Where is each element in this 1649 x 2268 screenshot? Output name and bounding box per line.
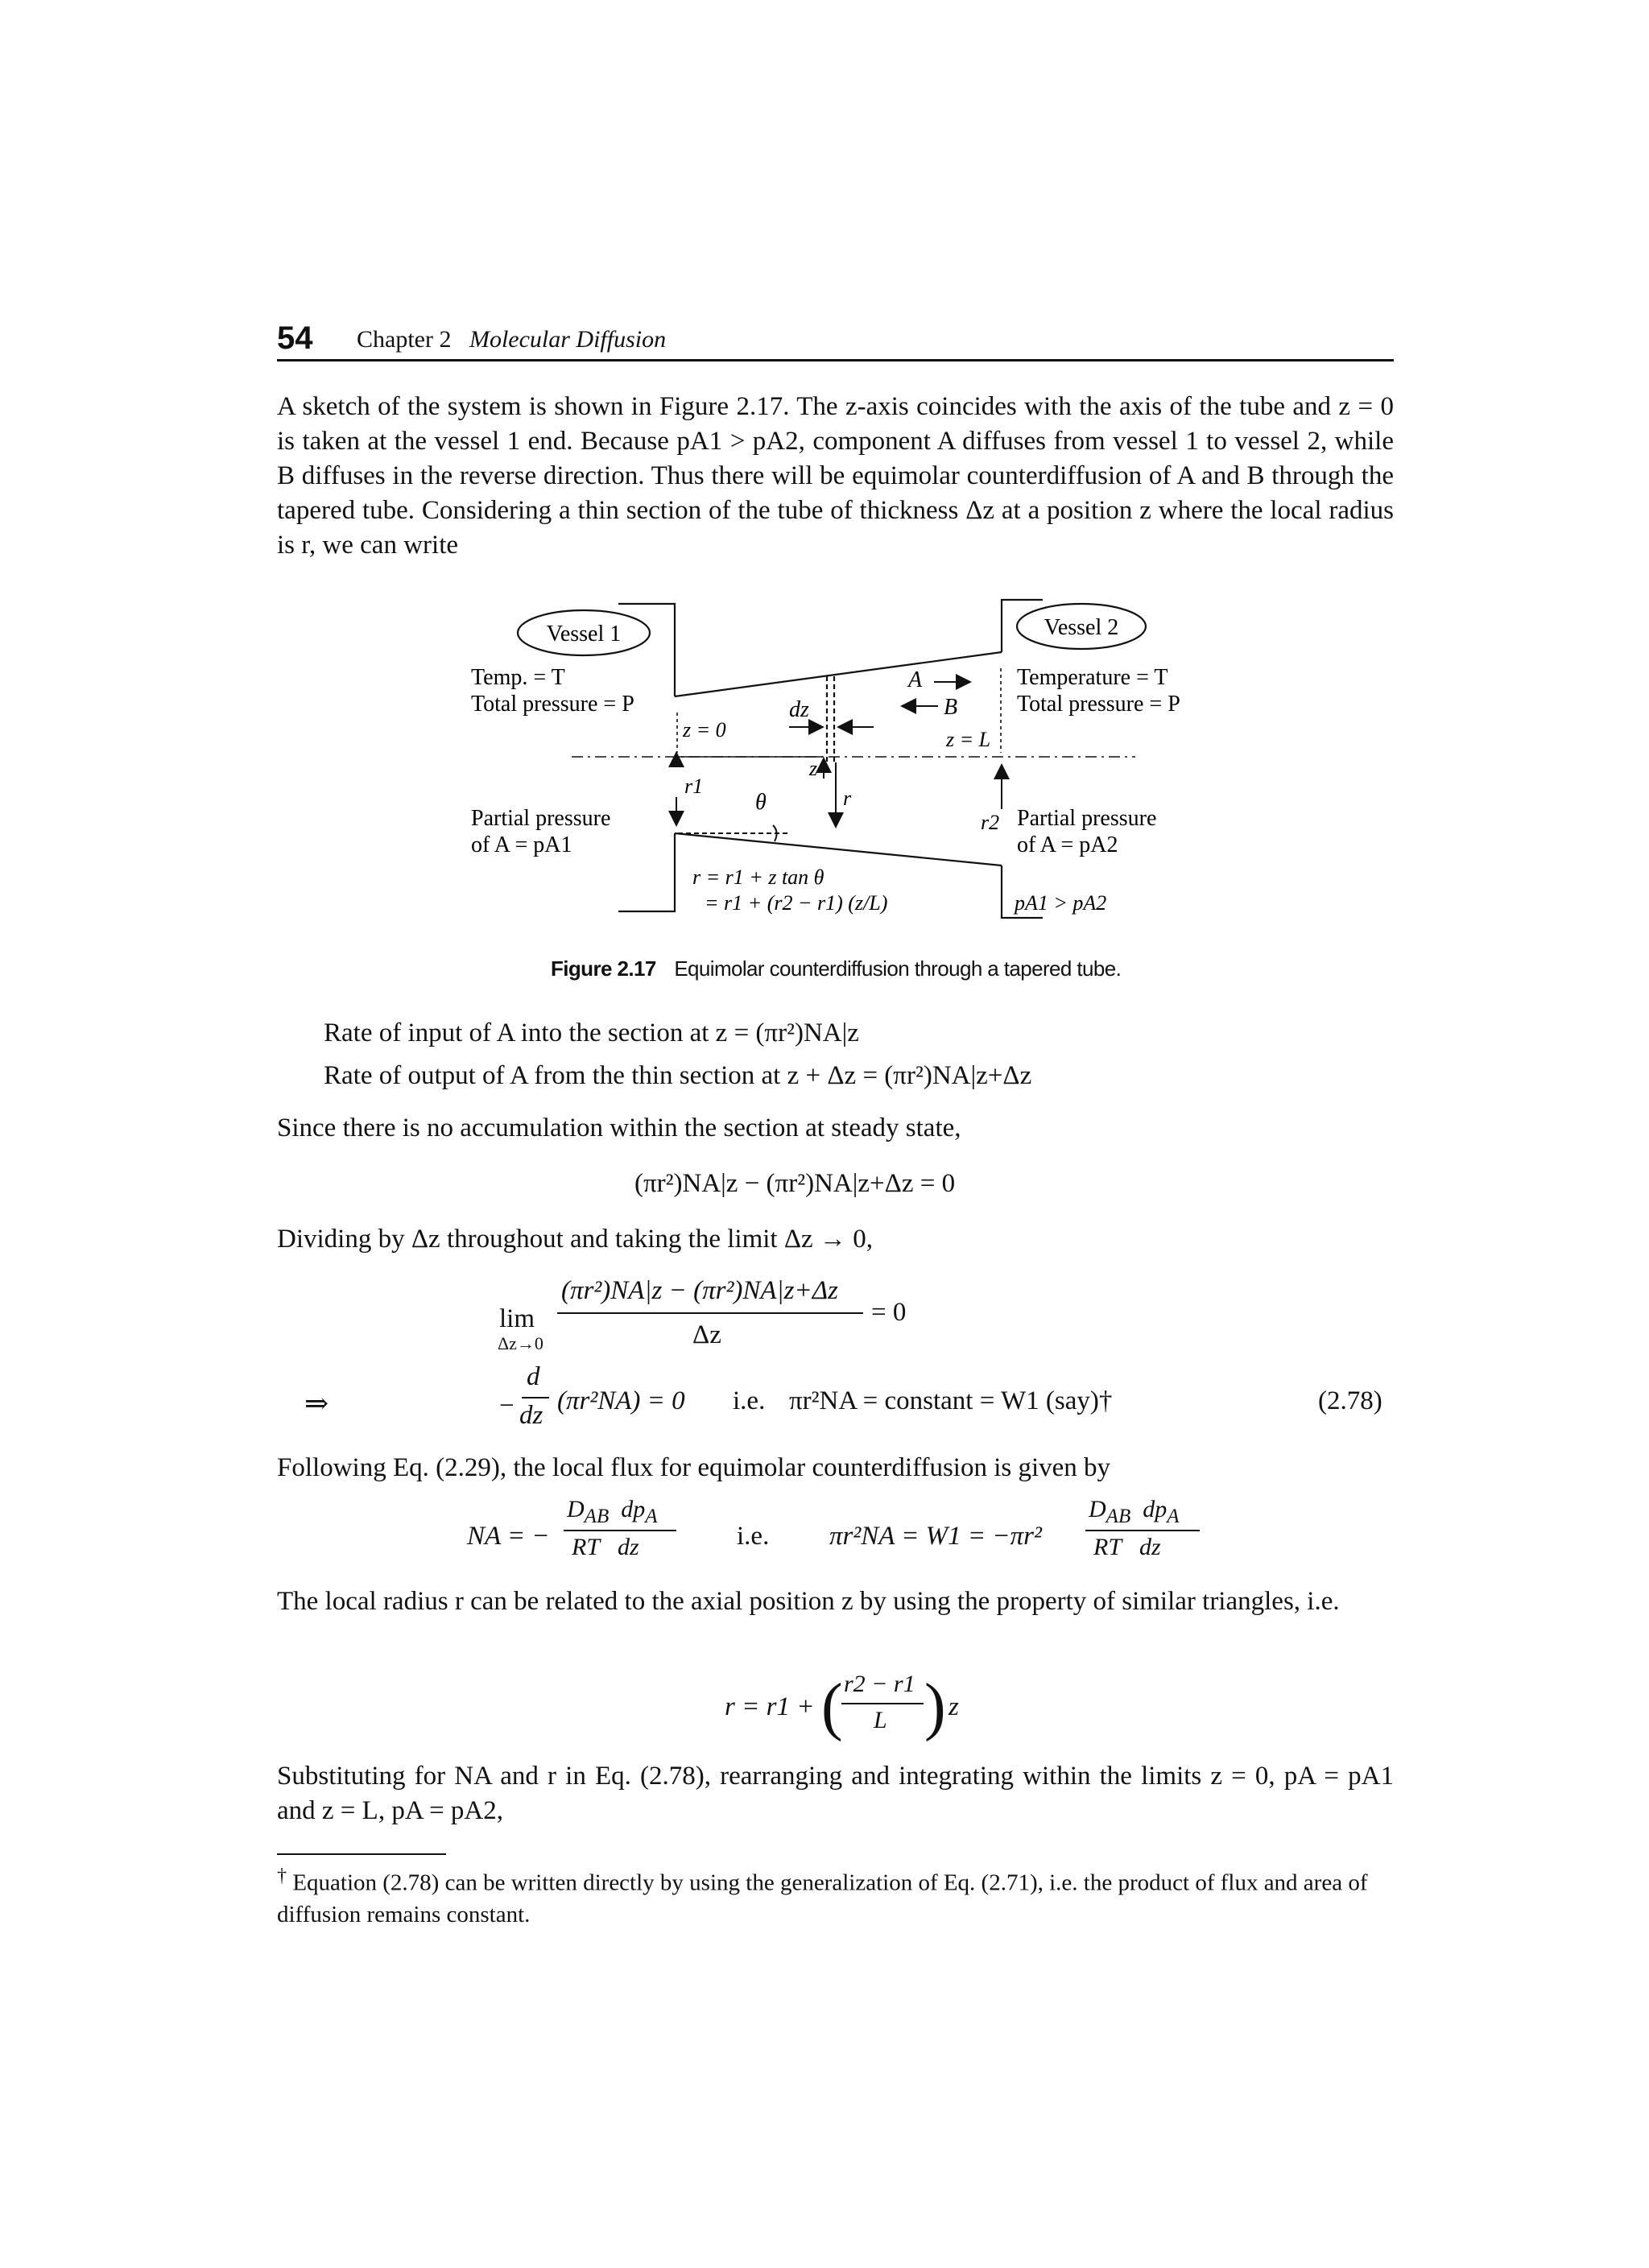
radius-relation-lhs: r = r1 + — [725, 1692, 815, 1721]
theta-label: θ — [755, 790, 767, 815]
pressure-left-label: Total pressure = P — [471, 692, 634, 717]
limit-word: lim — [499, 1304, 535, 1333]
radius-eq-2: = r1 + (r2 − r1) (z/L) — [705, 891, 888, 915]
running-head — [357, 326, 666, 353]
eq278-dz: dz — [519, 1401, 543, 1430]
A-arrow-label: A — [908, 667, 923, 692]
eq278-lhs: (πr²NA) = 0 — [557, 1386, 685, 1415]
no-accumulation-line: Since there is no accumulation within the section at steady state, — [277, 1113, 961, 1142]
zL-label: z = L — [946, 728, 991, 751]
partial-left-label-2: of A = pA1 — [471, 832, 572, 857]
dz-label: dz — [789, 697, 809, 722]
z0-label: z = 0 — [683, 718, 726, 742]
rate-input-line: Rate of input of A into the section at z = (πr²)NA|z — [324, 1018, 859, 1047]
flux-rhs: πr²NA = W1 = −πr² — [829, 1522, 1042, 1551]
tube-top-wall — [675, 652, 1002, 696]
limit-subscript: Δz→0 — [498, 1333, 543, 1353]
eq278-number: (2.78) — [1318, 1386, 1382, 1415]
implies-arrow: ⇒ — [304, 1387, 329, 1419]
substituting-paragraph — [277, 1759, 1394, 1828]
tube-bottom-wall — [675, 833, 1002, 865]
limit-denominator: Δz — [692, 1320, 721, 1349]
chapter-label: Chapter 2 — [357, 326, 452, 353]
figure-caption — [551, 956, 1121, 981]
z-label: z — [809, 757, 818, 780]
radius-eq-1: r = r1 + z tan θ — [692, 865, 824, 889]
chapter-title: Molecular Diffusion — [469, 326, 667, 353]
intro-text: A sketch of the system is shown in Figure 2.17. The z-axis coincides with the axis of the tube and z = 0 is taken at the vessel 1 end. Because pA1 > pA2, component A diffuses from vessel 1 to vessel 2, while B diffuses in the reverse direction. Thus there will be equimolar counterdiffusion of A and B through the tapered tube. Considering a thin section of the tube of thickness Δz at a position z where the local radius is r, we can write — [277, 392, 1394, 560]
header-rule — [277, 359, 1394, 361]
partial-right-label-2: of A = pA2 — [1017, 832, 1118, 857]
vessel1-wall-bottom — [618, 833, 675, 911]
limit-fraction-bar — [557, 1312, 863, 1314]
intro-paragraph — [277, 390, 1394, 563]
vessel2-label: Vessel 2 — [1044, 615, 1119, 640]
r1-label: r1 — [684, 775, 704, 798]
flux-lhs: NA = − — [467, 1522, 550, 1551]
vessel1-label: Vessel 1 — [546, 622, 622, 647]
radius-frac-den: L — [874, 1707, 887, 1733]
rate-output-line: Rate of output of A from the thin section at z + Δz = (πr²)NA|z+Δz — [324, 1061, 1032, 1090]
eq278-ie: i.e. — [733, 1386, 766, 1415]
limit-rhs: = 0 — [871, 1298, 907, 1327]
substituting-text: Substituting for NA and r in Eq. (2.78), rearranging and integrating within the limits z = 0, pA = pA1 and z = L, pA = pA2, — [277, 1762, 1394, 1825]
following-line: Following Eq. (2.29), the local flux for equimolar counterdiffusion is given by — [277, 1453, 1111, 1482]
footnote-text: Equation (2.78) can be written directly by using the generalization of Eq. (2.71), i.e. the product of flux and area of diffusion remains constant. — [277, 1869, 1368, 1927]
limit-numerator: (πr²)NA|z − (πr²)NA|z+Δz — [561, 1276, 838, 1305]
figure-caption-label: Figure 2.17 — [551, 956, 656, 981]
pressure-right-label: Total pressure = P — [1017, 692, 1180, 717]
r2-label: r2 — [981, 811, 1000, 834]
figure-caption-text: Equimolar counterdiffusion through a tapered tube. — [674, 956, 1122, 981]
radius-frac-num: r2 − r1 — [844, 1671, 915, 1697]
eq278-d: d — [527, 1362, 540, 1391]
dividing-line: Dividing by Δz throughout and taking the limit Δz → 0, — [277, 1225, 873, 1254]
r-label: r — [843, 787, 852, 810]
eq278-rhs: πr²NA = constant = W1 (say)† — [789, 1386, 1113, 1415]
footnote-rule — [277, 1853, 446, 1855]
balance-equation: (πr²)NA|z − (πr²)NA|z+Δz = 0 — [634, 1169, 956, 1198]
similar-triangles-paragraph — [277, 1584, 1394, 1619]
footnote-marker: † — [277, 1865, 287, 1886]
page-number: 54 — [277, 320, 313, 356]
temp-left-label: Temp. = T — [471, 665, 565, 690]
inequality-label: pA1 > pA2 — [1015, 891, 1107, 915]
partial-left-label-1: Partial pressure — [471, 806, 611, 831]
eq278-fraction-bar — [522, 1397, 549, 1398]
figure-tapered-tube — [451, 592, 1224, 946]
temp-right-label: Temperature = T — [1017, 665, 1168, 690]
B-arrow-label: B — [944, 695, 958, 720]
footnote — [277, 1860, 1394, 1931]
flux-ie: i.e. — [737, 1522, 770, 1551]
similar-triangles-text: The local radius r can be related to the axial position z by using the property of similar triangles, i.e. — [277, 1587, 1340, 1616]
partial-right-label-1: Partial pressure — [1017, 806, 1157, 831]
